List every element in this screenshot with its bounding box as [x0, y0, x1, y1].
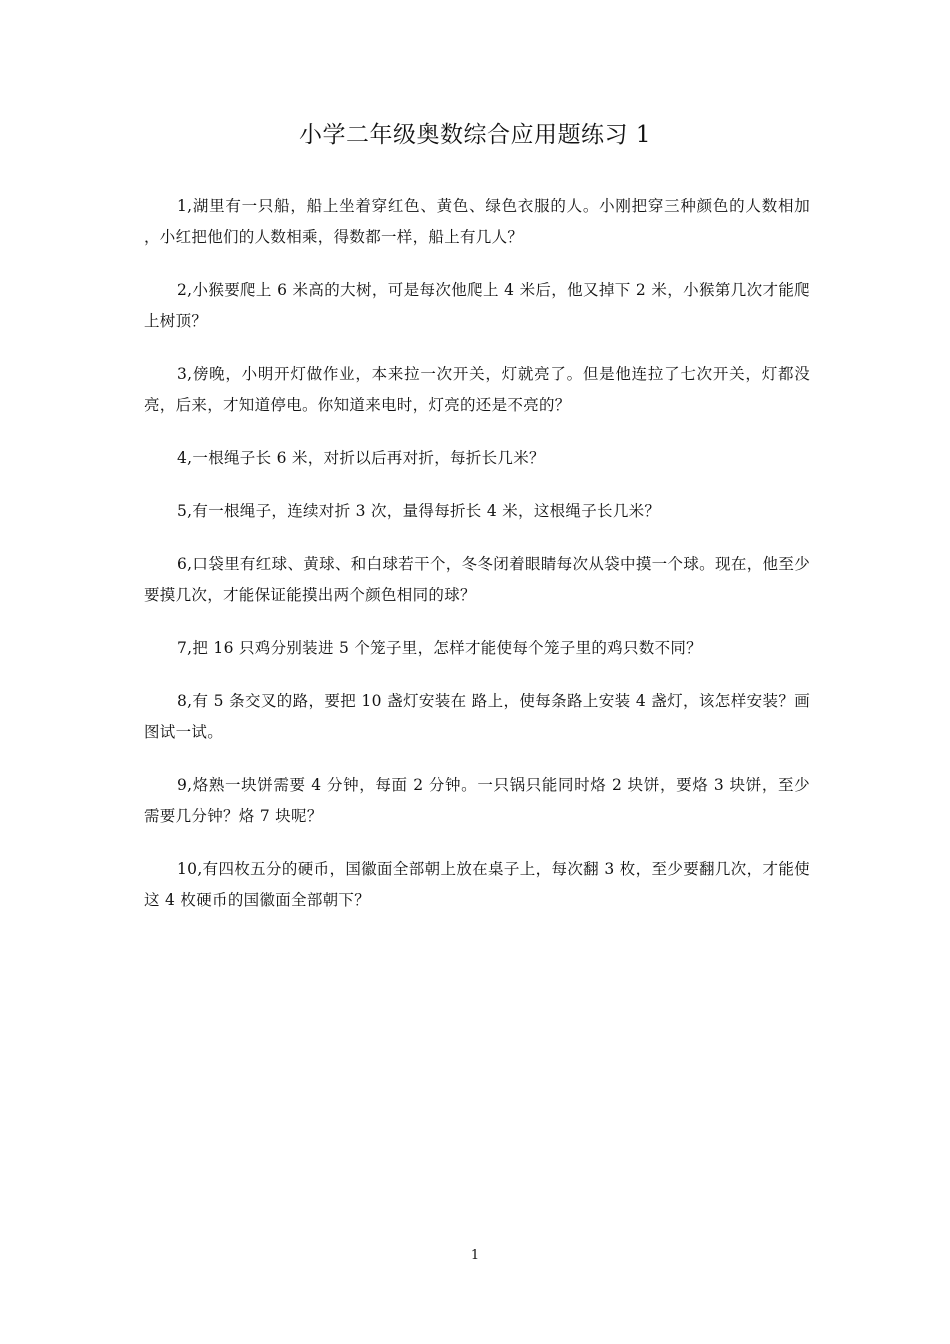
question-item: 1,湖里有一只船，船上坐着穿红色、黄色、绿色衣服的人。小刚把穿三种颜色的人数相加 ，小红把他们的人数相乘，得数都一样，船上有几人？	[144, 197, 810, 246]
question-item: 4,一根绳子长 6 米，对折以后再对折，每折长几米？	[177, 449, 545, 467]
question-item: 10,有四枚五分的硬币，国徽面全部朝上放在桌子上，每次翻 3 枚，至少要翻几次，才能使这 4 枚硬币的国徽面全部朝下？	[144, 860, 810, 909]
page-number: 1	[470, 1248, 480, 1263]
question-item: 9,烙熟一块饼需要 4 分钟，每面 2 分钟。一只锅只能同时烙 2 块饼，要烙 3 块饼，至少需要几分钟？烙 7 块呢？	[144, 776, 810, 825]
question-item: 7,把 16 只鸡分别装进 5 个笼子里，怎样才能使每个笼子里的鸡只数不同？	[177, 639, 702, 657]
question-item: 5,有一根绳子，连续对折 3 次，量得每折长 4 米，这根绳子长几米？	[177, 502, 661, 520]
question-item: 2,小猴要爬上 6 米高的大树，可是每次他爬上 4 米后，他又掉下 2 米，小猴第几次才能爬上树顶？	[144, 281, 810, 330]
page-title: 小学二年级奥数综合应用题练习 1	[299, 122, 651, 148]
question-item: 6,口袋里有红球、黄球、和白球若干个，冬冬闭着眼睛每次从袋中摸一个球。现在，他至少要摸几次，才能保证能摸出两个颜色相同的球？	[144, 555, 810, 604]
question-item: 8,有 5 条交叉的路，要把 10 盏灯安装在 路上，使每条路上安装 4 盏灯，该怎样安装？画图试一试。	[144, 692, 810, 741]
question-item: 3,傍晚，小明开灯做作业，本来拉一次开关，灯就亮了。但是他连拉了七次开关，灯都没亮，后来，才知道停电。你知道来电时，灯亮的还是不亮的？	[144, 365, 810, 414]
question-list	[144, 191, 810, 938]
